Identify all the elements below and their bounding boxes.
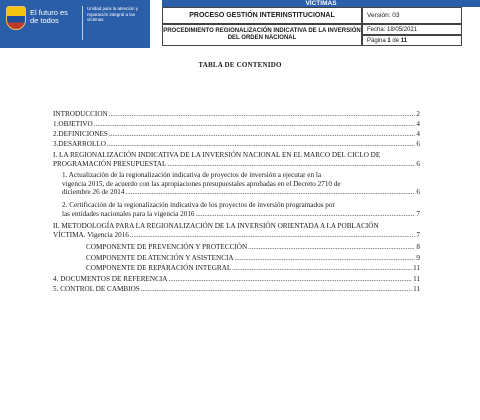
page-of: de (392, 38, 400, 44)
toc-page-number: 6 (416, 140, 420, 148)
toc-page-number: 11 (413, 275, 420, 283)
toc-entry-control[interactable] (53, 285, 420, 294)
toc-entry-text: 3.DESARROLLO (53, 140, 106, 148)
toc-entry-text-line2: vigencia 2015, de acuerdo con las apropiaciones presupuestales aprobadas en el Decreto 2710 de (62, 179, 341, 188)
toc-page-number: 2 (416, 110, 420, 118)
org-band: VÍCTIMAS (162, 0, 480, 7)
toc-page-number: 7 (416, 230, 420, 239)
toc-entry-text: 4. DOCUMENTOS DE REFERENCIA (53, 275, 168, 283)
dot-leader (235, 254, 416, 263)
logo-subtitle: Unidad para la atención y reparación integral a las víctimas (87, 6, 139, 22)
toc-entry-text: INTRODUCCION (53, 110, 108, 118)
document-header (0, 0, 480, 48)
dot-leader (141, 285, 412, 294)
toc-page-number: 11 (413, 285, 420, 293)
procedure-name: PROCEDIMIENTO REGIONALIZACIÓN INDICATIVA DE LA INVERSIÓN DEL ORDEN NACIONAL (162, 24, 362, 46)
toc-entry-text-line1: II. METODOLOGÍA PARA LA REGIONALIZACIÓN DE LA INVERSIÓN ORIENTADA A LA POBLACIÓN (53, 222, 379, 230)
toc-entry-text: 1.OBJETIVO (53, 120, 93, 128)
page-label: Página (367, 38, 386, 44)
toc-page-number: 11 (413, 264, 420, 272)
toc-entry-definiciones[interactable] (53, 130, 420, 139)
dot-leader (167, 160, 415, 169)
toc-entry-text-line2: las entidades nacionales para la vigencia 2016 (62, 209, 195, 218)
toc-entry-text: COMPONENTE DE PREVENCIÓN Y PROTECCIÓN (86, 243, 248, 251)
toc-entry-text: COMPONENTE DE ATENCIÓN Y ASISTENCIA (86, 254, 234, 262)
date-label: Fecha: 18/05/2021 (362, 24, 462, 35)
toc-entry-text-line3: diciembre 26 de 2014 (62, 188, 125, 196)
toc-title: TABLA DE CONTENIDO (198, 61, 282, 69)
dot-leader (232, 264, 412, 273)
dot-leader (109, 130, 416, 139)
toc-entry-text: 2.DEFINICIONES (53, 130, 108, 138)
toc-entry-text-line1: 1. Actualización de la regionalización indicativa de proyectos de inversión a ejecutar en la (62, 171, 322, 179)
toc-page-number: 8 (416, 243, 420, 251)
page-current: 1 (387, 38, 391, 44)
dot-leader (125, 188, 415, 197)
toc-entry-documentos[interactable] (53, 275, 420, 284)
toc-page-number: 6 (416, 188, 420, 196)
page-total: 11 (400, 38, 408, 44)
toc-entry-objetivo[interactable] (53, 120, 420, 129)
toc-page-number: 9 (416, 254, 420, 262)
toc-page-number: 4 (416, 130, 420, 138)
toc-entry-text-line1: 2. Certificación de la regionalización indicativa de los proyectos de inversión programados por (62, 201, 335, 209)
toc-entry-text: COMPONENTE DE REPARACIÓN INTEGRAL (86, 264, 232, 272)
toc-entry-prevencion[interactable] (86, 243, 420, 252)
page-counter (362, 35, 462, 46)
process-name: PROCESO GESTIÓN INTERINSTITUCIONAL (162, 7, 362, 24)
coat-of-arms-icon (6, 6, 26, 30)
dot-leader (107, 140, 415, 149)
toc-entry-atencion[interactable] (86, 254, 420, 263)
toc-page-number: 6 (416, 159, 420, 168)
dot-leader (168, 275, 412, 284)
dot-leader (109, 110, 416, 119)
toc-entry-introduccion[interactable] (53, 110, 420, 119)
toc-entry-reparacion[interactable] (86, 264, 420, 273)
toc-entry-text-line2: VÍCTIMA. Vigencia 2016 (53, 230, 129, 239)
version-label: Versión: 03 (362, 7, 462, 24)
toc-entry-text-line1: I. LA REGIONALIZACIÓN INDICATIVA DE LA INVERSIÓN NACIONAL EN EL MARCO DEL CICLO DE (53, 151, 381, 159)
header-table (150, 0, 480, 48)
dot-leader (94, 120, 416, 129)
dot-leader (130, 231, 416, 240)
toc-entry-text-line2: PROGRAMACIÓN PRESUPUESTAL (53, 159, 167, 168)
logo-divider (82, 6, 83, 40)
toc-entry-actualizacion[interactable] (62, 171, 420, 197)
logo-title: El futuro es de todos (30, 8, 68, 25)
dot-leader (248, 243, 415, 252)
toc-page-number: 4 (416, 120, 420, 128)
organization-logo (0, 0, 150, 48)
toc-entry-desarrollo[interactable] (53, 140, 420, 149)
toc-entry-metodologia[interactable] (53, 222, 420, 239)
toc-entry-certificacion[interactable] (62, 201, 420, 218)
toc-page-number: 7 (416, 209, 420, 218)
dot-leader (196, 210, 416, 219)
toc-entry-regionalizacion[interactable] (53, 151, 420, 168)
toc-entry-text: 5. CONTROL DE CAMBIOS (53, 285, 140, 293)
